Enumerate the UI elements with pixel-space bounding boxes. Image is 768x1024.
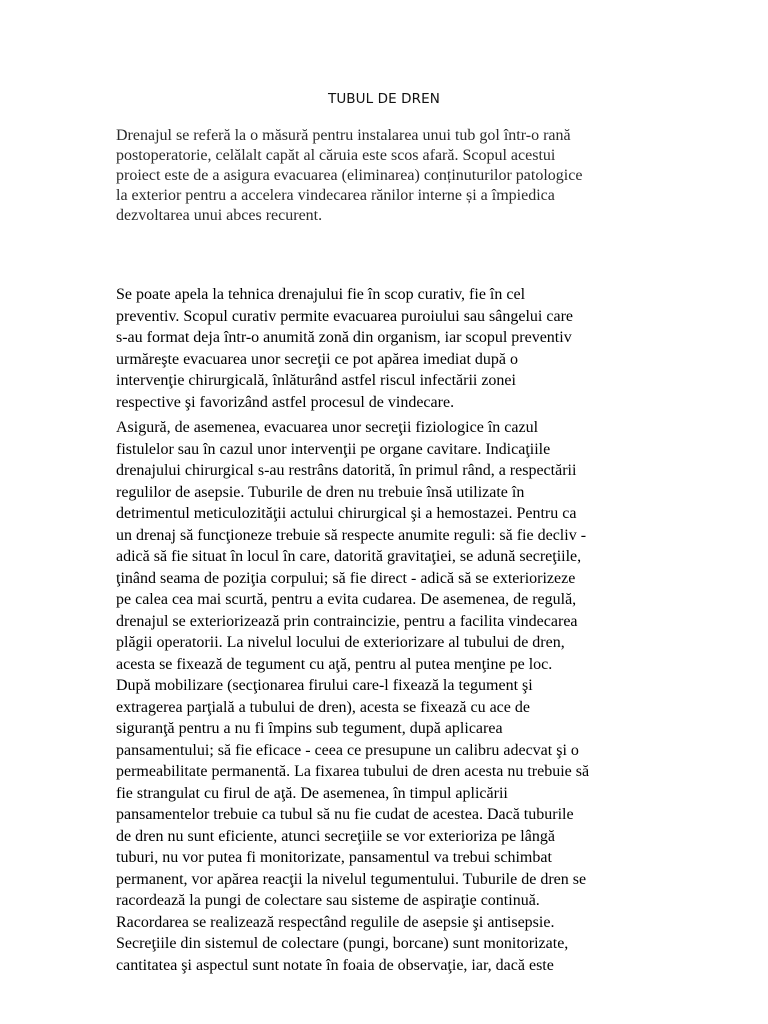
text-line: proiect este de a asigura evacuarea (eliminarea) conținuturilor patologice <box>116 167 583 184</box>
text-line: de dren nu sunt eficiente, atunci secreţiile se vor exterioriza pe lângă <box>116 827 555 845</box>
text-line: După mobilizare (secţionarea firului care-l fixează la tegument şi <box>116 677 533 694</box>
text-line: permeabilitate permanentă. La fixarea tubului de dren acesta nu trebuie să <box>116 763 590 780</box>
text-line: siguranţă pentru a nu fi împins sub tegument, după aplicarea <box>116 720 503 737</box>
text-line: urmăreşte evacuarea unor secreţii ce pot apărea imediat după o <box>116 350 519 368</box>
text-line: drenajul se exteriorizează prin contraincizie, pentru a facilita vindecarea <box>116 612 578 630</box>
text-line: Drenajul se referă la o măsură pentru instalarea unui tub gol într-o rană <box>116 127 571 144</box>
text-line: detrimentul meticulozităţii actului chirurgical şi a hemostazei. Pentru ca <box>116 505 577 522</box>
text-line: pansamentelor trebuie ca tubul să nu fie cudat de acestea. Dacă tuburile <box>116 806 574 823</box>
text-line: plăgii operatorii. La nivelul locului de exteriorizare al tubului de dren, <box>116 634 565 651</box>
text-line: la exterior pentru a accelera vindecarea rănilor interne și a împiedica <box>116 187 555 204</box>
text-line: respective şi favorizând astfel procesul de vindecare. <box>116 393 455 411</box>
text-line: drenajului chirurgical s-au restrâns datorită, în primul rând, a respectării <box>116 462 577 479</box>
text-line: cantitatea şi aspectul sunt notate în foaia de observaţie, iar, dacă este <box>116 956 554 974</box>
text-line: acesta se fixează de tegument cu aţă, pentru al putea menţine pe loc. <box>116 655 553 673</box>
text-line: pe calea cea mai scurtă, pentru a evita cudarea. De asemenea, de regulă, <box>116 591 577 608</box>
text-line: intervenţie chirurgicală, înlăturând astfel riscul infectării zonei <box>116 372 516 389</box>
text-line: postoperatorie, celălalt capăt al căruia este scos afară. Scopul acestui <box>116 147 556 164</box>
text-line: tuburi, nu vor putea fi monitorizate, pansamentul va trebui schimbat <box>116 849 552 866</box>
text-line: extragerea parţială a tubului de dren), acesta se fixează cu ace de <box>116 698 530 716</box>
text-line: un drenaj să funcţioneze trebuie să respecte anumite reguli: să fie decliv - <box>116 526 587 544</box>
text-line: permanent, vor apărea reacţii la nivelul tegumentului. Tuburile de dren se <box>116 870 587 888</box>
text-line: pansamentului; să fie eficace - ceea ce presupune un calibru adecvat şi o <box>116 741 579 759</box>
text-line: Asigură, de asemenea, evacuarea unor secreţii fiziologice în cazul <box>116 419 539 436</box>
text-line: racordează la pungi de colectare sau sisteme de aspiraţie continuă. <box>116 892 540 909</box>
text-line: ţinând seama de poziţia corpului; să fie direct - adică să se exteriorizeze <box>116 569 576 587</box>
text-line: Racordarea se realizează respectând regulile de asepsie şi antisepsie. <box>116 913 555 931</box>
document-title: TUBUL DE DREN <box>327 91 440 107</box>
drainage-purpose-paragraph <box>116 284 656 413</box>
intro-paragraph <box>116 126 636 226</box>
text-line: Se poate apela la tehnica drenajului fie în scop curativ, fie în cel <box>116 286 526 303</box>
drainage-rules-paragraph <box>116 417 656 976</box>
text-line: dezvoltarea unui abces recurent. <box>116 207 323 224</box>
text-line: regulilor de asepsie. Tuburile de dren nu trebuie însă utilizate în <box>116 483 525 501</box>
text-line: fistulelor sau în cazul unor intervenţii pe organe cavitare. Indicaţiile <box>116 440 551 458</box>
text-line: fie strangulat cu firul de aţă. De asemenea, în timpul aplicării <box>116 784 508 802</box>
text-line: preventiv. Scopul curativ permite evacuarea puroiului sau sângelui care <box>116 307 573 325</box>
text-line: adică să fie situat în locul în care, datorită gravitaţiei, se adună secreţiile, <box>116 548 582 565</box>
text-line: s-au format deja într-o anumită zonă din organism, iar scopul preventiv <box>116 329 572 346</box>
text-line: Secreţiile din sistemul de colectare (pungi, borcane) sunt monitorizate, <box>116 935 569 952</box>
